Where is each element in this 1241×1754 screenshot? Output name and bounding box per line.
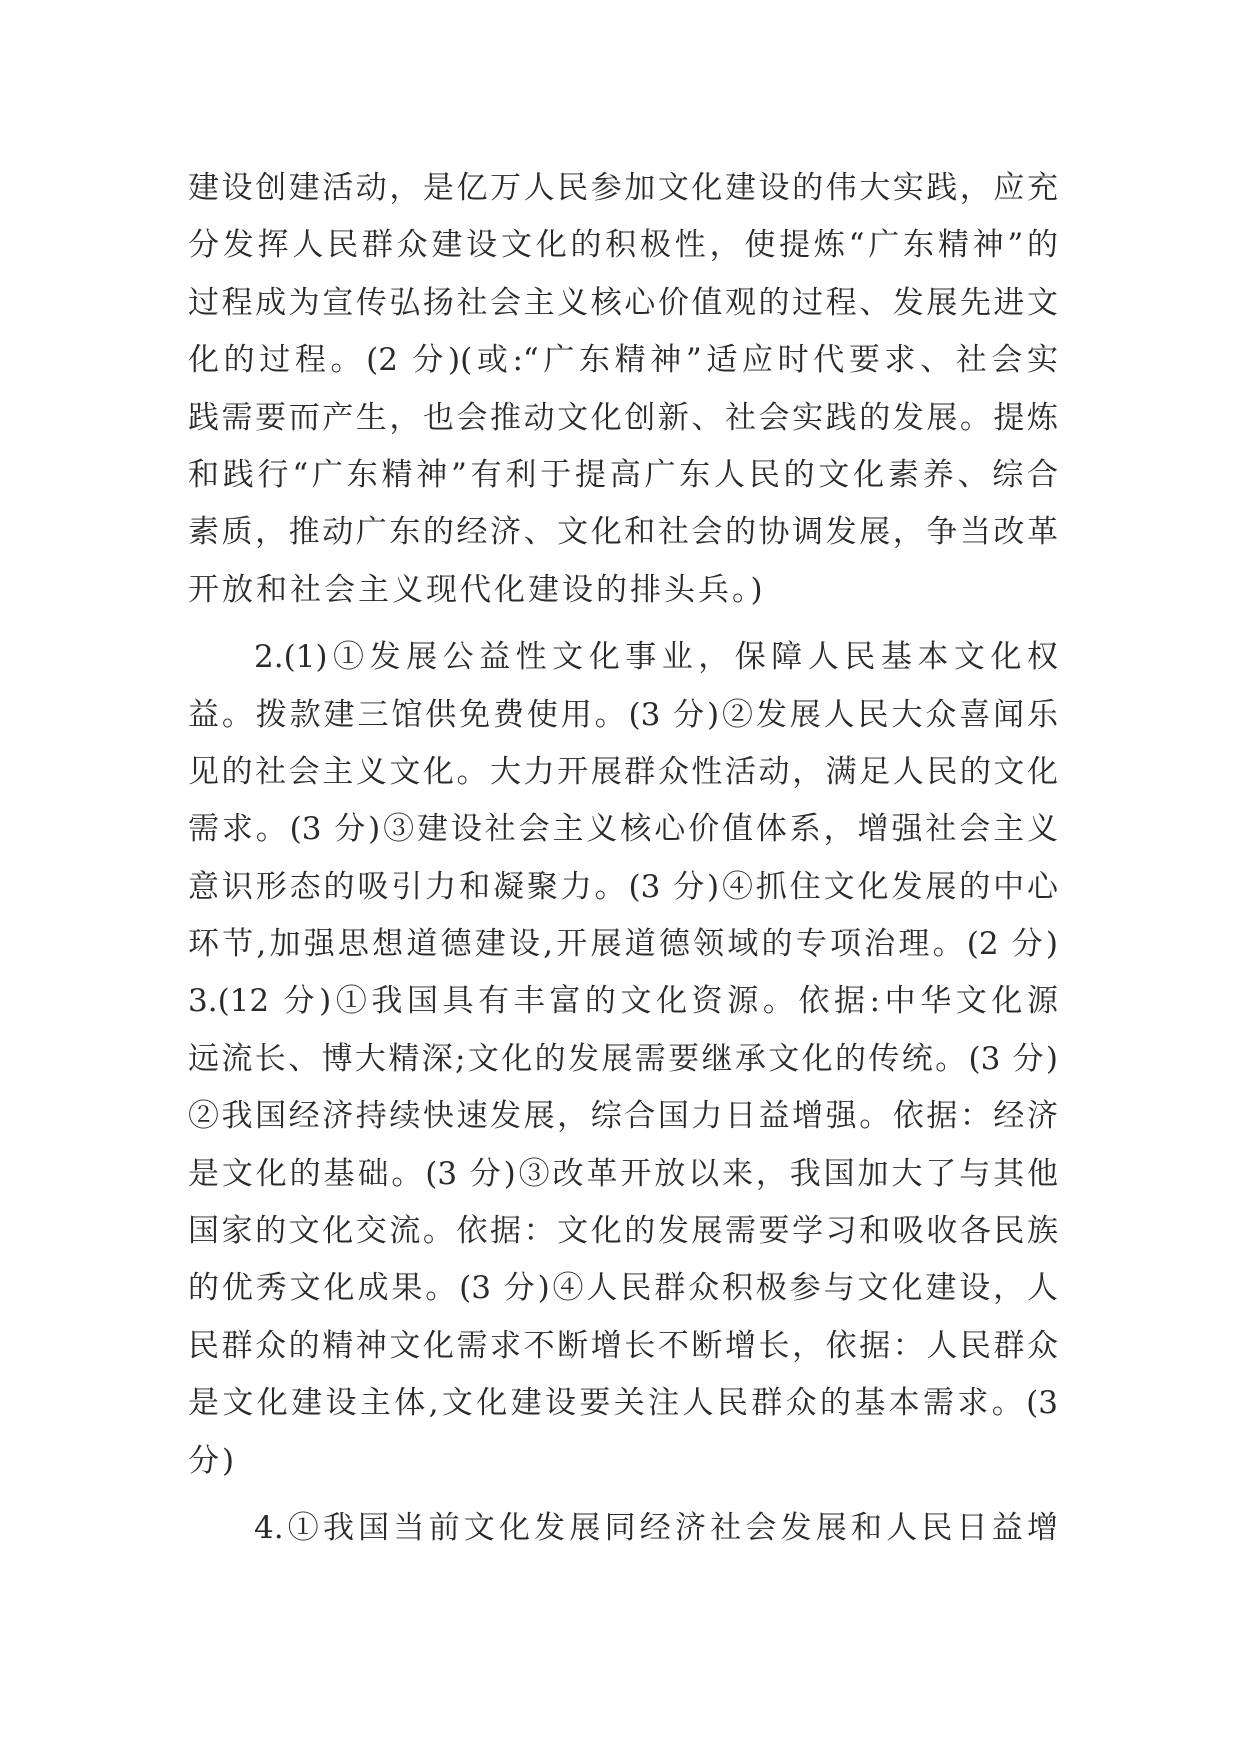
text-line: 远流长、博大精深;文化的发展需要继承文化的传统。(3 分): [188, 1040, 1058, 1077]
text-line: 和践行“广东精神”有利于提高广东人民的文化素养、综合: [188, 456, 1058, 493]
text-line: 益。拨款建三馆供免费使用。(3 分)②发展人民大众喜闻乐: [188, 696, 1058, 733]
text-line: 建设创建活动，是亿万人民参加文化建设的伟大实践，应充: [188, 170, 1058, 206]
text-line: 4.①我国当前文化发展同经济社会发展和人民日益增: [254, 1509, 1058, 1546]
text-line: 的优秀文化成果。(3 分)④人民群众积极参与文化建设，人: [188, 1270, 1058, 1307]
text-line: 是文化的基础。(3 分)③改革开放以来，我国加大了与其他: [188, 1155, 1058, 1192]
text-line: ②我国经济持续快速发展，综合国力日益增强。依据：经济: [188, 1098, 1058, 1135]
text-line: 开放和社会主义现代化建设的排头兵。): [188, 571, 766, 608]
text-line: 分发挥人民群众建设文化的积极性，使提炼“广东精神”的: [188, 227, 1058, 264]
text-line: 素质，推动广东的经济、文化和社会的协调发展，争当改革: [188, 514, 1058, 551]
text-line: 民群众的精神文化需求不断增长不断增长，依据：人民群众: [188, 1327, 1058, 1364]
text-line: 见的社会主义文化。大力开展群众性活动，满足人民的文化: [188, 753, 1058, 790]
text-line: 分): [188, 1442, 238, 1479]
text-line: 是文化建设主体,文化建设要关注人民群众的基本需求。(3: [188, 1385, 1058, 1422]
text-line: 践需要而产生，也会推动文化创新、社会实践的发展。提炼: [188, 399, 1058, 436]
text-line: 国家的文化交流。依据：文化的发展需要学习和吸收各民族: [188, 1213, 1058, 1250]
text-line: 化的过程。(2 分)(或:“广东精神”适应时代要求、社会实: [188, 342, 1058, 379]
text-line: 环节,加强思想道德建设,开展道德领域的专项治理。(2 分): [188, 926, 1058, 963]
text-line: 需求。(3 分)③建设社会主义核心价值体系，增强社会主义: [188, 811, 1058, 848]
text-line: 2.(1)①发展公益性文化事业，保障人民基本文化权: [254, 639, 1058, 676]
document-body: [188, 160, 1058, 1557]
text-line: 过程成为宣传弘扬社会主义核心价值观的过程、发展先进文: [188, 284, 1058, 321]
text-line: 3.(12 分)①我国具有丰富的文化资源。依据:中华文化源: [188, 983, 1058, 1020]
text-line: 意识形态的吸引力和凝聚力。(3 分)④抓住文化发展的中心: [188, 868, 1058, 905]
